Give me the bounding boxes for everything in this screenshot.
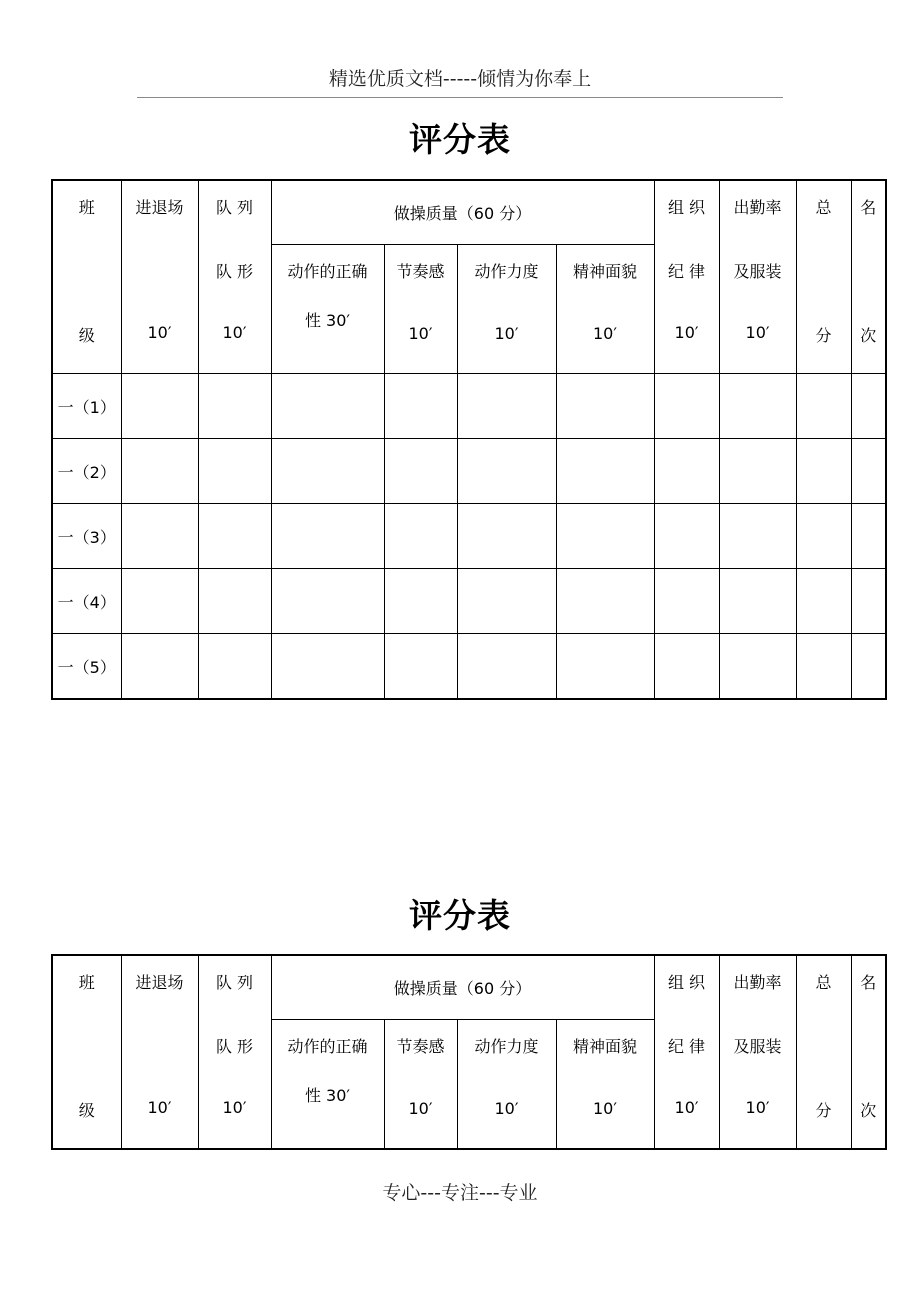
total-header bbox=[796, 180, 851, 374]
rhythm-score: 10′ bbox=[408, 1099, 433, 1118]
accuracy-label-line2: 性 30′ bbox=[304, 1086, 351, 1105]
attendance-label-line2: 及服装 bbox=[733, 1037, 782, 1056]
rhythm-header bbox=[384, 1020, 457, 1150]
attendance-label-line1: 出勤率 bbox=[733, 973, 782, 992]
score-cell[interactable] bbox=[198, 374, 271, 439]
score-cell[interactable] bbox=[384, 504, 457, 569]
entry-exit-header bbox=[121, 180, 198, 374]
score-cell[interactable] bbox=[719, 504, 796, 569]
accuracy-header bbox=[271, 1020, 384, 1150]
accuracy-label-line1: 动作的正确 bbox=[287, 262, 368, 281]
formation-header bbox=[198, 955, 271, 1149]
score-cell[interactable] bbox=[121, 504, 198, 569]
rank-header bbox=[851, 955, 886, 1149]
score-cell[interactable] bbox=[556, 569, 654, 634]
score-cell[interactable] bbox=[121, 569, 198, 634]
score-cell[interactable] bbox=[384, 569, 457, 634]
rank-label-bottom: 次 bbox=[860, 326, 877, 345]
score-cell[interactable] bbox=[654, 439, 719, 504]
score-cell[interactable] bbox=[271, 634, 384, 700]
rank-label-top: 名 bbox=[860, 198, 877, 217]
formation-label-line1: 队 列 bbox=[215, 973, 254, 992]
discipline-label-line1: 组 织 bbox=[667, 198, 706, 217]
score-cell[interactable] bbox=[457, 504, 556, 569]
score-cell[interactable] bbox=[851, 634, 886, 700]
score-cell[interactable] bbox=[457, 439, 556, 504]
score-cell[interactable] bbox=[384, 439, 457, 504]
score-cell[interactable] bbox=[719, 439, 796, 504]
total-label-bottom: 分 bbox=[815, 1101, 832, 1120]
class-name-cell: 一（2） bbox=[52, 439, 121, 504]
attendance-header bbox=[719, 180, 796, 374]
score-cell[interactable] bbox=[271, 569, 384, 634]
spirit-header bbox=[556, 245, 654, 374]
score-cell[interactable] bbox=[271, 439, 384, 504]
score-cell[interactable] bbox=[198, 634, 271, 700]
score-cell[interactable] bbox=[719, 634, 796, 700]
discipline-label-line2: 纪 律 bbox=[667, 1037, 706, 1056]
attendance-score: 10′ bbox=[745, 323, 770, 342]
accuracy-header bbox=[271, 245, 384, 374]
rank-label-bottom: 次 bbox=[860, 1101, 877, 1120]
score-cell[interactable] bbox=[654, 374, 719, 439]
score-cell[interactable] bbox=[271, 374, 384, 439]
score-cell[interactable] bbox=[121, 439, 198, 504]
class-header-bottom: 级 bbox=[78, 1101, 95, 1120]
entry-exit-header bbox=[121, 955, 198, 1149]
score-cell[interactable] bbox=[796, 374, 851, 439]
score-cell[interactable] bbox=[796, 439, 851, 504]
score-cell[interactable] bbox=[556, 634, 654, 700]
attendance-score: 10′ bbox=[745, 1098, 770, 1117]
class-row bbox=[52, 634, 886, 700]
strength-label: 动作力度 bbox=[474, 1037, 539, 1056]
discipline-label-line2: 纪 律 bbox=[667, 262, 706, 281]
class-name-cell: 一（1） bbox=[52, 374, 121, 439]
score-table-blank bbox=[51, 954, 887, 1150]
score-cell[interactable] bbox=[457, 374, 556, 439]
attendance-label-line1: 出勤率 bbox=[733, 198, 782, 217]
spirit-header bbox=[556, 1020, 654, 1150]
formation-score: 10′ bbox=[222, 323, 247, 342]
formation-header bbox=[198, 180, 271, 374]
discipline-score: 10′ bbox=[674, 1098, 699, 1117]
total-label-top: 总 bbox=[815, 198, 832, 217]
score-cell[interactable] bbox=[796, 569, 851, 634]
score-cell[interactable] bbox=[384, 634, 457, 700]
class-row bbox=[52, 569, 886, 634]
page-header: 精选优质文档-----倾情为你奉上 bbox=[328, 68, 592, 90]
score-cell[interactable] bbox=[121, 634, 198, 700]
spirit-score: 10′ bbox=[593, 324, 617, 343]
page-footer: 专心---专注---专业 bbox=[382, 1182, 538, 1204]
score-sheet-title: 评分表 bbox=[409, 120, 511, 159]
class-row bbox=[52, 439, 886, 504]
class-header bbox=[52, 955, 121, 1149]
attendance-label-line2: 及服装 bbox=[733, 262, 782, 281]
rhythm-header bbox=[384, 245, 457, 374]
strength-score: 10′ bbox=[494, 324, 519, 343]
discipline-header bbox=[654, 955, 719, 1149]
rhythm-label: 节奏感 bbox=[396, 1037, 445, 1056]
rank-label-top: 名 bbox=[860, 973, 877, 992]
score-cell[interactable] bbox=[796, 634, 851, 700]
discipline-score: 10′ bbox=[674, 323, 699, 342]
formation-label-line2: 队 形 bbox=[215, 262, 254, 281]
attendance-header bbox=[719, 955, 796, 1149]
strength-score: 10′ bbox=[494, 1099, 519, 1118]
header-divider bbox=[137, 97, 783, 98]
spirit-score: 10′ bbox=[593, 1099, 617, 1118]
formation-score: 10′ bbox=[222, 1098, 247, 1117]
accuracy-label-line2: 性 30′ bbox=[304, 311, 351, 330]
score-cell[interactable] bbox=[457, 569, 556, 634]
score-cell[interactable] bbox=[384, 374, 457, 439]
score-cell[interactable] bbox=[556, 374, 654, 439]
entry-exit-score: 10′ bbox=[147, 323, 172, 342]
score-cell[interactable] bbox=[851, 569, 886, 634]
accuracy-label-line1: 动作的正确 bbox=[287, 1037, 368, 1056]
class-header-bottom: 级 bbox=[78, 326, 95, 345]
score-sheet-title: 评分表 bbox=[409, 896, 511, 935]
score-cell[interactable] bbox=[654, 504, 719, 569]
strength-header bbox=[457, 245, 556, 374]
score-cell[interactable] bbox=[457, 634, 556, 700]
class-name-cell: 一（4） bbox=[52, 569, 121, 634]
score-cell[interactable] bbox=[851, 439, 886, 504]
class-name-cell: 一（3） bbox=[52, 504, 121, 569]
score-cell[interactable] bbox=[654, 569, 719, 634]
strength-header bbox=[457, 1020, 556, 1150]
formation-label-line1: 队 列 bbox=[215, 198, 254, 217]
score-cell[interactable] bbox=[198, 569, 271, 634]
class-name-cell: 一（5） bbox=[52, 634, 121, 700]
class-header-top: 班 bbox=[78, 973, 95, 992]
exercise-quality-header: 做操质量（60 分） bbox=[271, 955, 654, 1020]
score-cell[interactable] bbox=[198, 439, 271, 504]
discipline-header bbox=[654, 180, 719, 374]
total-header bbox=[796, 955, 851, 1149]
class-header bbox=[52, 180, 121, 374]
discipline-label-line1: 组 织 bbox=[667, 973, 706, 992]
spirit-label: 精神面貌 bbox=[573, 1037, 638, 1056]
score-cell[interactable] bbox=[719, 569, 796, 634]
total-label-top: 总 bbox=[815, 973, 832, 992]
score-cell[interactable] bbox=[654, 634, 719, 700]
total-label-bottom: 分 bbox=[815, 326, 832, 345]
rhythm-label: 节奏感 bbox=[396, 262, 445, 281]
formation-label-line2: 队 形 bbox=[215, 1037, 254, 1056]
class-header-top: 班 bbox=[78, 198, 95, 217]
score-cell[interactable] bbox=[556, 439, 654, 504]
rhythm-score: 10′ bbox=[408, 324, 433, 343]
score-cell[interactable] bbox=[271, 504, 384, 569]
entry-exit-score: 10′ bbox=[147, 1098, 172, 1117]
exercise-quality-header: 做操质量（60 分） bbox=[271, 180, 654, 245]
score-cell[interactable] bbox=[198, 504, 271, 569]
score-cell[interactable] bbox=[556, 504, 654, 569]
score-cell[interactable] bbox=[796, 504, 851, 569]
spirit-label: 精神面貌 bbox=[573, 262, 638, 281]
score-cell[interactable] bbox=[851, 374, 886, 439]
entry-exit-label: 进退场 bbox=[135, 198, 184, 217]
strength-label: 动作力度 bbox=[474, 262, 539, 281]
entry-exit-label: 进退场 bbox=[135, 973, 184, 992]
class-row bbox=[52, 504, 886, 569]
score-cell[interactable] bbox=[719, 374, 796, 439]
rank-header bbox=[851, 180, 886, 374]
score-table bbox=[51, 179, 887, 700]
class-row bbox=[52, 374, 886, 439]
score-cell[interactable] bbox=[851, 504, 886, 569]
score-cell[interactable] bbox=[121, 374, 198, 439]
